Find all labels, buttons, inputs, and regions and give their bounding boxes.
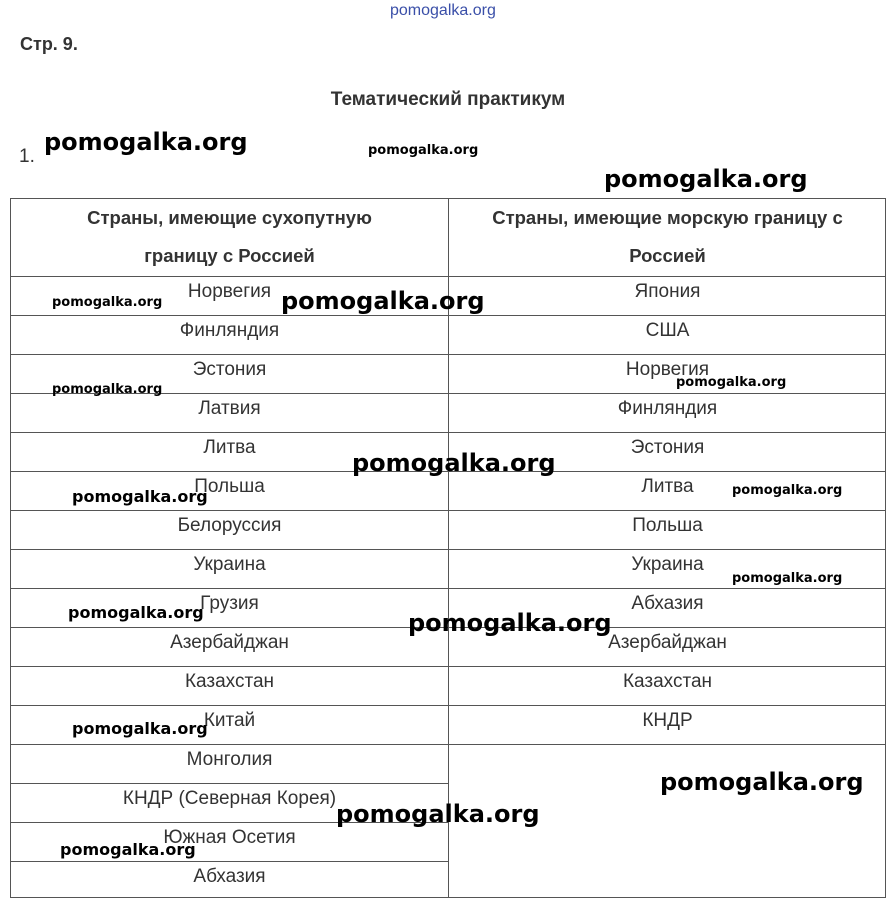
- land-border-cell: Казахстан: [11, 666, 448, 705]
- land-border-cell: Монголия: [11, 744, 448, 783]
- watermark: pomogalka.org: [72, 487, 208, 506]
- land-border-cell: Азербайджан: [11, 627, 448, 666]
- land-border-cell: Грузия: [11, 588, 448, 627]
- sea-border-bottom-line: [449, 744, 886, 745]
- land-border-cell: КНДР (Северная Корея): [11, 783, 448, 822]
- page-title: Тематический практикум: [330, 89, 566, 110]
- land-border-cell: Украина: [11, 549, 448, 588]
- sea-border-cell: США: [449, 315, 886, 354]
- header-land-line1: Страны, имеющие сухопутную: [87, 207, 372, 228]
- sea-border-cell: Казахстан: [449, 666, 886, 705]
- page-label: Стр. 9.: [20, 34, 78, 54]
- watermark: pomogalka.org: [732, 483, 843, 498]
- watermark: pomogalka.org: [336, 800, 540, 828]
- watermark: pomogalka.org: [52, 382, 163, 397]
- task-number: 1.: [19, 146, 35, 167]
- land-border-cell: Эстония: [11, 354, 448, 393]
- header-land-line2: границу с Россией: [144, 245, 315, 266]
- sea-border-cell: Япония: [449, 276, 886, 315]
- land-border-cell: Польша: [11, 471, 448, 510]
- watermark: pomogalka.org: [281, 287, 485, 315]
- watermark: pomogalka.org: [408, 609, 612, 637]
- watermark: pomogalka.org: [604, 165, 808, 193]
- watermark: pomogalka.org: [676, 375, 787, 390]
- header-watermark: pomogalka.org: [390, 2, 496, 19]
- land-border-cell: Белоруссия: [11, 510, 448, 549]
- sea-border-cell: Финляндия: [449, 393, 886, 432]
- land-border-cell: Абхазия: [11, 861, 448, 900]
- land-border-cell: Южная Осетия: [11, 822, 448, 861]
- watermark: pomogalka.org: [44, 128, 248, 156]
- header-sea-line2: Россией: [629, 245, 706, 266]
- watermark: pomogalka.org: [72, 719, 208, 738]
- header-land-border: [11, 199, 448, 276]
- sea-border-cell: Литва: [449, 471, 886, 510]
- sea-border-cell: КНДР: [449, 705, 886, 744]
- sea-border-cell: Абхазия: [449, 588, 886, 627]
- sea-border-cell: Норвегия: [449, 354, 886, 393]
- land-border-cell: Литва: [11, 432, 448, 471]
- sea-border-cell: Польша: [449, 510, 886, 549]
- watermark: pomogalka.org: [68, 603, 204, 622]
- land-border-cell: Китай: [11, 705, 448, 744]
- sea-border-cell: Азербайджан: [449, 627, 886, 666]
- watermark: pomogalka.org: [660, 768, 864, 796]
- sea-border-cell: Эстония: [449, 432, 886, 471]
- watermark: pomogalka.org: [732, 571, 843, 586]
- watermark: pomogalka.org: [368, 143, 479, 158]
- header-sea-border: [449, 199, 886, 276]
- land-border-cell: Финляндия: [11, 315, 448, 354]
- watermark: pomogalka.org: [52, 295, 163, 310]
- watermark: pomogalka.org: [60, 840, 196, 859]
- sea-border-cell: Украина: [449, 549, 886, 588]
- header-sea-line1: Страны, имеющие морскую границу с: [492, 207, 843, 228]
- land-border-cell: Норвегия: [11, 276, 448, 315]
- watermark: pomogalka.org: [352, 449, 556, 477]
- land-border-cell: Латвия: [11, 393, 448, 432]
